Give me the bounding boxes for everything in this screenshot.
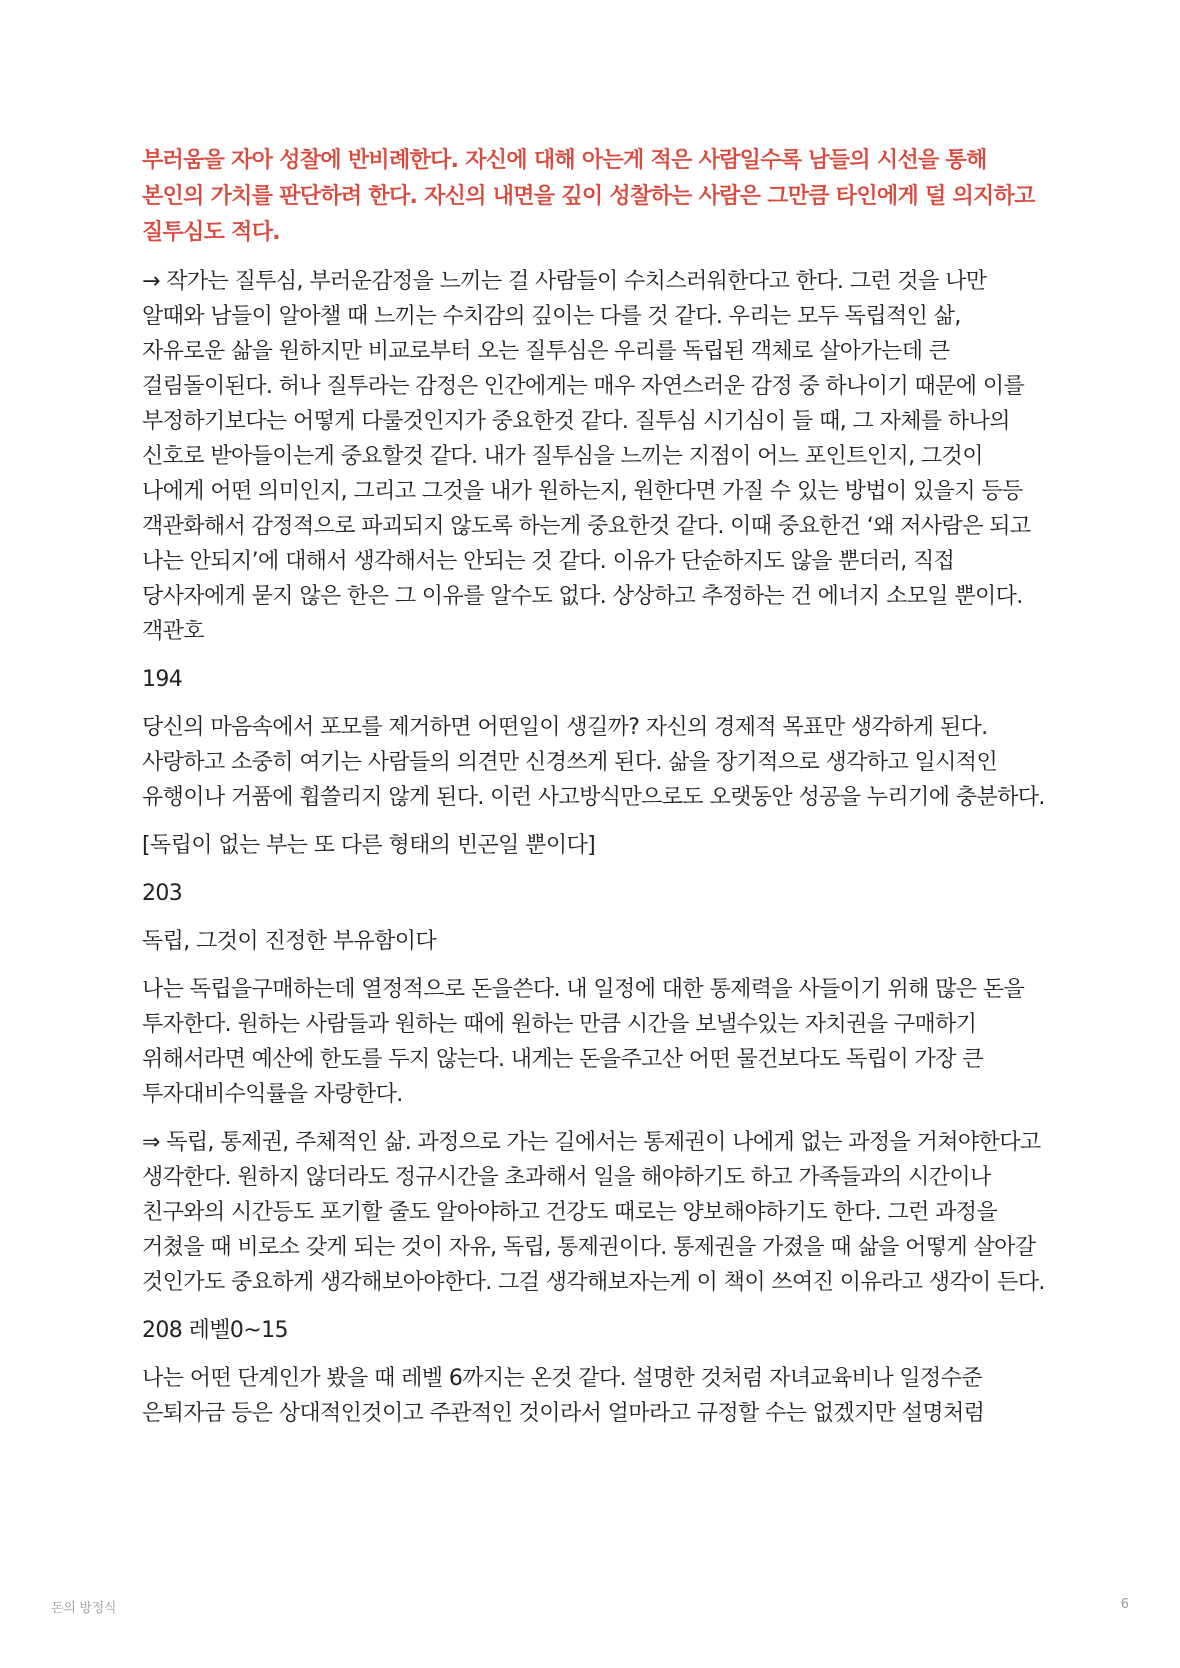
quote-paragraph-fomo: 당신의 마음속에서 포모를 제거하면 어떤일이 생길까? 자신의 경제적 목표만 생각하게 된다. 사랑하고 소중히 여기는 사람들의 의견만 신경쓰게 된다. 삶을 장기적으로 생각하고 일시적인 유행이나 거품에 휩쓸리지 않게 된다. 이런 사고방식만으로도 오랫동안 성공을 누리기에 충분하다. [142,715,1045,810]
page-reference-208-levels: 208 레벨0~15 [142,1318,288,1343]
section-heading-independence-poverty: [독립이 없는 부는 또 다른 형태의 빈곤일 뿐이다] [142,833,596,858]
page-content [142,143,1047,1444]
section-heading-true-wealth: 독립, 그것이 진정한 부유함이다 [142,929,437,954]
highlighted-quote: 부러움을 자아 성찰에 반비례한다. 자신에 대해 아는게 적은 사람일수록 남들의 시선을 통해 본인의 가치를 판단하려 한다. 자신의 내면을 깊이 성찰하는 사람은 그만큼 타인에게 덜 의지하고 질투심도 적다. [142,148,1035,245]
reflection-paragraph-jealousy: → 작가는 질투심, 부러운감정을 느끼는 걸 사람들이 수치스러워한다고 한다. 그런 것을 나만 알때와 남들이 알아챌 때 느끼는 수치감의 깊이는 다를 것 같다. 우리는 모두 독립적인 삶, 자유로운 삶을 원하지만 비교로부터 오는 질투심은 우리를 독립된 객체로 살아가는데 큰 걸림돌이된다. 허나 질투라는 감정은 인간에게는 매우 자연스러운 감정 중 하나이기 때문에 이를 부정하기보다는 어떻게 다룰것인지가 중요한것 같다. 질투심 시기심이 들 때, 그 자체를 하나의 신호로 받아들이는게 중요할것 같다. 내가 질투심을 느끼는 지점이 어느 포인트인지, 그것이 나에게 어떤 의미인지, 그리고 그것을 내가 원하는지, 원한다면 가질 수 있는 방법이 있을지 등등 객관화해서 감정적으로 파괴되지 않도록 하는게 중요한것 같다. 이때 중요한건 ‘왜 저사람은 되고 나는 안되지’에 대해서 생각해서는 안되는 것 같다. 이유가 단순하지도 않을 뿐더러, 직접 당사자에게 묻지 않은 한은 그 이유를 알수도 없다. 상상하고 추정하는 건 에너지 소모일 뿐이다. 객관호 [142,269,1031,644]
quote-paragraph-buying-independence: 나는 독립을구매하는데 열정적으로 돈을쓴다. 내 일정에 대한 통제력을 사들이기 위해 많은 돈을 투자한다. 원하는 사람들과 원하는 때에 원하는 만큼 시간을 보낼수있는 자치권을 구매하기 위해서라면 예산에 한도를 두지 않는다. 내게는 돈을주고산 어떤 물건보다도 독립이 가장 큰 투자대비수익률을 자랑한다. [142,977,1025,1107]
reflection-paragraph-control: ⇒ 독립, 통제권, 주체적인 삶. 과정으로 가는 길에서는 통제권이 나에게 없는 과정을 거쳐야한다고 생각한다. 원하지 않더라도 정규시간을 초과해서 일을 해야하기도 하고 가족들과의 시간이나 친구와의 시간등도 포기할 줄도 알아야하고 건강도 때로는 양보해야하기도 한다. 그런 과정을 거쳤을 때 비로소 갖게 되는 것이 자유, 독립, 통제권이다. 통제권을 가졌을 때 삶을 어떻게 살아갈 것인가도 중요하게 생각해보아야한다. 그걸 생각해보자는게 이 책이 쓰여진 이유라고 생각이 든다. [142,1130,1045,1295]
reflection-paragraph-level: 나는 어떤 단계인가 봤을 때 레벨 6까지는 온것 같다. 설명한 것처럼 자녀교육비나 일정수준 은퇴자금 등은 상대적인것이고 주관적인 것이라서 얼마라고 규정할 수는 없겠지만 설명처럼 [142,1366,985,1426]
footer-book-title: 돈의 방정식 [51,1601,117,1616]
footer-page-number: 6 [1120,1597,1129,1612]
page-reference-203: 203 [142,881,183,906]
page-reference-194: 194 [142,667,183,692]
